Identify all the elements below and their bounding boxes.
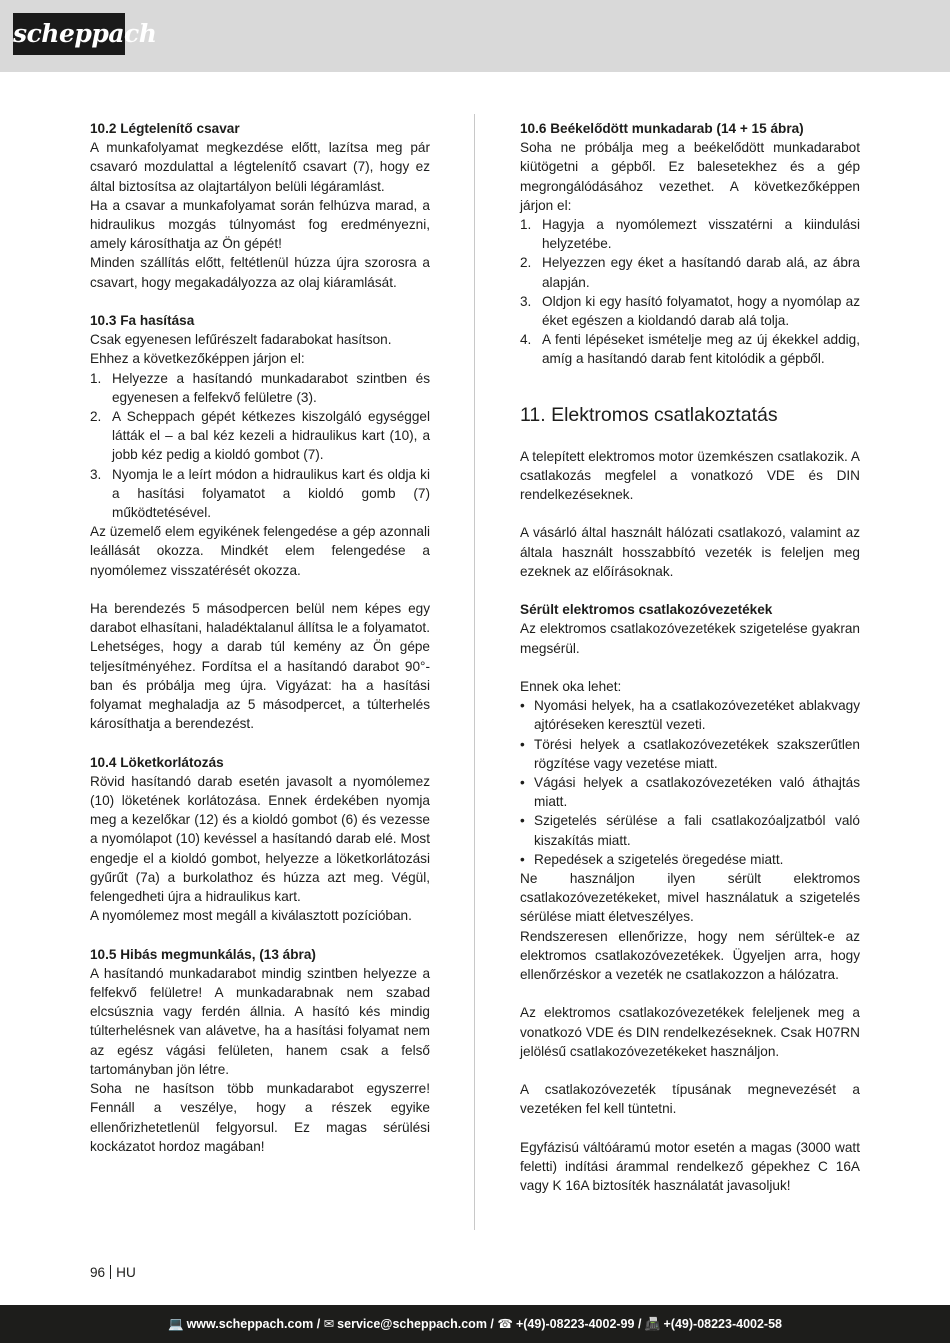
section-title-bleed-screw: 10.2 Légtelenítő csavar (90, 121, 240, 136)
paragraph: A nyomólemez most megáll a kiválasztott pozícióban. (90, 908, 412, 924)
page-header (0, 0, 950, 72)
list-item: 2. A Scheppach gépét kétkezes kiszolgáló egységgel látták el – a bal kéz kezeli a hidraulikus kart (10), a jobb kéz pedig a kioldó gombot (7). (90, 409, 430, 463)
page-footer: 💻 www.scheppach.com / ✉ service@scheppach.com / ☎ +(49)-08223-4002-99 / 📠 +(49)-08223-4002-58 (0, 1305, 950, 1343)
section-title-faulty-processing: 10.5 Hibás megmunkálás, (13 ábra) (90, 946, 316, 962)
fax-icon: 📠 (644, 1317, 661, 1331)
language-code: HU (116, 1265, 136, 1280)
paragraph: Ehhez a következőképpen járjon el: (90, 351, 305, 367)
section-title-stroke-limit: 10.4 Löketkorlátozás (90, 754, 224, 770)
section-title-jammed-workpiece: 10.6 Beékelődött munkadarab (14 + 15 ábra) (520, 121, 804, 136)
list-item: 1. Hagyja a nyomólemezt visszatérni a kiindulási helyzetébe. (520, 217, 860, 252)
page-number: 96 HU (90, 1265, 136, 1280)
chapter-title: 11. Elektromos csatlakoztatás (520, 403, 778, 426)
phone-icon: ☎ (497, 1317, 513, 1331)
list-item: • Repedések a szigetelés öregedése miatt. (520, 851, 784, 867)
list-item: • Nyomási helyek, ha a csatlakozóvezetéket ablakvagy ajtóréseken keresztül vezeti. (520, 698, 860, 733)
computer-icon: 💻 (168, 1317, 184, 1331)
list-item: • Szigetelés sérülése a fali csatlakozóaljzatból való kiszakítás miatt. (520, 813, 860, 848)
list-item: 3. Nyomja le a leírt módon a hidraulikus kart és oldja ki a hasítási folyamatot a kioldó gomb (7) működtetésével. (90, 466, 430, 521)
splitting-steps-list (90, 369, 430, 523)
scheppach-logo: scheppach (13, 13, 125, 55)
mail-icon: ✉ (323, 1317, 335, 1331)
footer-phone: +(49)-08223-4002-99 (515, 1317, 635, 1331)
list-item: • Vágási helyek a csatlakozóvezetéken való áthajtás miatt. (520, 775, 860, 810)
footer-website[interactable]: www.scheppach.com (186, 1317, 314, 1331)
paragraph: Rendszeresen ellenőrizze, hogy nem sérültek-e az elektromos csatlakozóvezetékek. Ügyeljen arra, hogy ellenőrzéskor a vezeték ne csatlakozzon a hálózatra. (520, 928, 860, 983)
paragraph: Ne használjon ilyen sérült elektromos csatlakozóvezetékeket, mivel használatuk a szigetelés sérülése miatt életveszélyes. (520, 871, 860, 925)
left-column (90, 119, 430, 1156)
paragraph: Minden szállítás előtt, feltétlenül húzza újra szorosra a csavart, hogy megakadályozza az olaj kiáramlását. (90, 255, 430, 290)
paragraph: Egyfázisú váltóáramú motor esetén a magas (3000 watt feletti) indítási árammal rendelkező gépekhez C 16A vagy K 16A biztosíték használatát javasoljuk! (520, 1139, 860, 1194)
column-divider (474, 114, 475, 1230)
paragraph: Csak egyenesen lefűrészelt fadarabokat hasítson. (90, 332, 392, 348)
paragraph: Soha ne hasítson több munkadarabot egyszerre! Fennáll a veszélye, hogy a részek egyike ellenőrizhetetlenül felgyorsul. Ez magas sérülési kockázatot hordoz magában! (90, 1081, 430, 1154)
footer-fax: +(49)-08223-4002-58 (663, 1317, 782, 1331)
paragraph: Ennek oka lehet: (520, 679, 622, 695)
list-item: 2. Helyezzen egy éket a hasítandó darab alá, az ábra alapján. (520, 255, 860, 290)
paragraph: Rövid hasítandó darab esetén javasolt a nyomólemez (10) löketének korlátozása. Ennek érdekében nyomja meg a kezelőkar (12) és a kioldó gombot (6) és vezesse a nyomólapot (10) kevéssel a hasítandó darab elé. Most engedje el a kioldó gombot, helyezze a löketkorlátozási gyűrűt (7a) a burkolathoz és húzza azt meg. Végül, felengedheti újra a hidraulikus kart. (90, 773, 430, 905)
list-item: 4. A fenti lépéseket ismételje meg az új ékekkel addig, amíg a hasítandó darab fent kitolódik a gépből. (520, 332, 860, 367)
damage-causes-list (520, 696, 860, 869)
subsection-title: Sérült elektromos csatlakozóvezetékek (520, 602, 773, 618)
list-item: 1. Helyezze a hasítandó munkadarabot szintben és egyenesen a felfekvő felületre (3). (90, 370, 430, 405)
right-column (520, 119, 860, 1195)
paragraph: Ha berendezés 5 másodpercen belül nem képes egy darabot elhasítani, haladéktalanul állítsa le a folyamatot. Lehetséges, hogy a darab túl kemény az Ön gépe teljesítményéhez. Fordítsa el a hasítandó darabot 90°-ban és próbálja meg újra. Vigyázat: ha a hasítási folyamat meghaladja az 5 másodpercet, a túlterhelés károsíthatja a berendezést. (90, 601, 430, 732)
jammed-steps-list (520, 215, 860, 369)
paragraph: Az üzemelő elem egyikének felengedése a gép azonnali leállását okozza. Mindkét elem felengedése a nyomólemez visszatérését okozza. (90, 524, 430, 578)
list-item: 3. Oldjon ki egy hasító folyamatot, hogy a nyomólap az éket egészen a kioldandó darab alá tolja. (520, 293, 860, 329)
paragraph: A telepített elektromos motor üzemkészen csatlakozik. A csatlakozás megfelel a vonatkozó VDE és DIN rendelkezéseknek. (520, 448, 860, 503)
paragraph: Az elektromos csatlakozóvezetékek szigetelése gyakran megsérül. (520, 621, 860, 656)
page-number-separator (110, 1265, 111, 1279)
section-title-splitting: 10.3 Fa hasítása (90, 313, 195, 329)
paragraph: A vásárló által használt hálózati csatlakozó, valamint az általa használt hosszabbító vezeték is feleljen meg ezeknek az előírásoknak. (520, 525, 860, 579)
paragraph: A hasítandó munkadarabot mindig szintben helyezze a felfekvő felületre! A munkadarabnak nem szabad elcsúsznia vagy ferdén állnia. A hasító kés mindig túlterhelésnek van alávetve, ha a hasítási folyamat nem az egész vágási felületen, hanem csak a felső tartományban jön létre. (90, 965, 430, 1077)
paragraph: A csatlakozóvezeték típusának megnevezését a vezetéken fel kell tüntetni. (520, 1082, 860, 1117)
list-item: • Törési helyek a csatlakozóvezetékek szakszerűtlen rögzítése vagy vezetése miatt. (520, 736, 860, 771)
paragraph: Soha ne próbálja meg a beékelődött munkadarabot kiütögetni a gépből. Ez balesetekhez és a gép megrongálódásához vezethet. A következőképpen járjon el: (520, 140, 860, 213)
paragraph: Ha a csavar a munkafolyamat során felhúzva marad, a hidraulikus mozgás túlnyomást fog eredményezni, amely károsíthatja az Ön gépét! (90, 197, 430, 252)
paragraph: Az elektromos csatlakozóvezetékek feleljenek meg a vonatkozó VDE és DIN rendelkezéseknek. Csak H07RN jelölésű csatlakozóvezetékeket használjon. (520, 1005, 860, 1059)
footer-email[interactable]: service@scheppach.com (337, 1317, 487, 1331)
paragraph: A munkafolyamat megkezdése előtt, lazítsa meg pár csavaró mozdulattal a légtelenítő csavart (7), hogy ez által biztosítsa az olajtartályon belüli légáramlást. (90, 140, 430, 194)
